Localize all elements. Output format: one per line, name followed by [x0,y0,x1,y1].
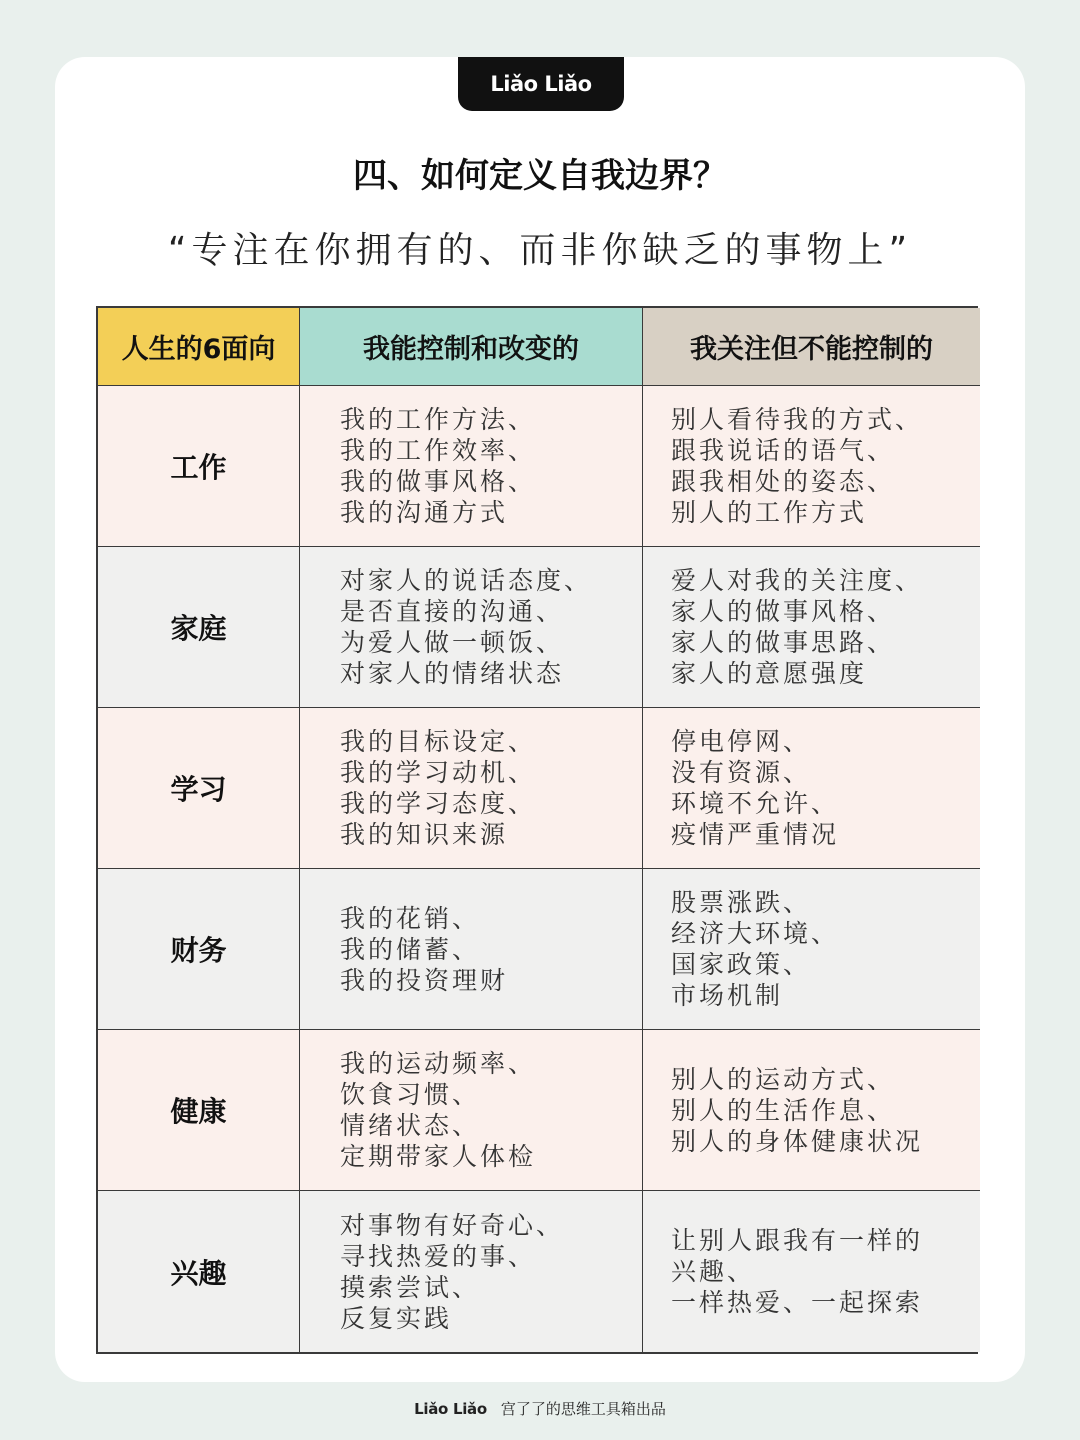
boundary-table [96,306,978,1354]
cell-lines [340,726,536,850]
cell-line: 跟我说话的语气、 [671,436,896,465]
aspect-cell: 财务 [98,869,300,1030]
cell-line: 寻找热爱的事、 [340,1241,537,1271]
cell-lines [671,1064,923,1157]
cell-line: 家人的做事风格、 [671,597,896,626]
cell-line: 我的知识来源 [340,820,509,849]
cell-line: 为爱人做一顿饭、 [340,628,565,657]
cell-line: 我的花销、 [340,903,481,933]
cannot-control-cell [643,708,980,869]
cell-line: 饮食习惯、 [340,1080,481,1109]
page-subtitle: “专注在你拥有的、而非你缺乏的事物上” [167,230,913,271]
cannot-control-cell [643,386,980,547]
can-control-cell [300,1030,643,1191]
cell-lines [671,565,923,689]
cell-line: 股票涨跌、 [671,888,812,917]
cell-line: 疫情严重情况 [671,820,840,849]
cell-lines [340,903,508,996]
cell-lines [671,726,839,850]
can-control-cell [300,1191,643,1352]
can-control-cell [300,547,643,708]
cell-line: 是否直接的沟通、 [340,597,565,626]
aspect-cell: 学习 [98,708,300,869]
cell-line: 对家人的情绪状态 [340,659,565,688]
aspect-cell: 兴趣 [98,1191,300,1352]
footer [0,1398,1080,1419]
header-aspects: 人生的6面向 [98,308,300,386]
cell-line: 我的学习态度、 [340,789,537,818]
cell-line: 经济大环境、 [671,919,840,948]
footer-text: 宫了了的思维工具箱出品 [500,1400,666,1418]
cannot-control-cell [643,547,980,708]
cell-line: 摸索尝试、 [340,1272,481,1302]
cell-line: 我的做事风格、 [340,467,537,496]
cell-line: 家人的做事思路、 [671,628,896,657]
cell-lines [340,404,536,528]
cell-line: 定期带家人体检 [340,1142,537,1171]
cell-line: 情绪状态、 [340,1111,481,1140]
cell-line: 我的运动频率、 [340,1049,537,1078]
cell-line: 我的沟通方式 [340,498,509,527]
can-control-cell [300,869,643,1030]
cell-line: 对家人的说话态度、 [340,566,593,595]
cannot-control-cell [643,1191,980,1352]
cannot-control-cell [643,869,980,1030]
cell-line: 市场机制 [671,981,784,1010]
cell-line: 我的工作效率、 [340,436,537,465]
cell-line: 兴趣、 [671,1257,756,1286]
cell-lines [340,1210,564,1334]
cell-lines [340,565,592,689]
cell-line: 别人的生活作息、 [671,1095,896,1125]
brand-logo: Liǎo Liǎo [458,57,624,111]
cell-line: 没有资源、 [671,758,812,787]
can-control-cell [300,386,643,547]
header-can-control: 我能控制和改变的 [300,308,643,386]
cell-line: 让别人跟我有一样的 [671,1226,924,1255]
cell-line: 爱人对我的关注度、 [671,566,924,595]
cell-line: 我的储蓄、 [340,934,481,964]
aspect-cell: 健康 [98,1030,300,1191]
cell-line: 对事物有好奇心、 [340,1210,565,1240]
cell-line: 我的学习动机、 [340,758,537,787]
cell-line: 别人看待我的方式、 [671,405,924,434]
cell-line: 反复实践 [340,1303,453,1333]
cell-line: 别人的运动方式、 [671,1064,896,1094]
cell-line: 跟我相处的姿态、 [671,467,896,496]
cell-line: 我的工作方法、 [340,405,537,434]
cannot-control-cell [643,1030,980,1191]
cell-line: 我的投资理财 [340,965,509,995]
cell-line: 国家政策、 [671,950,812,979]
cell-line: 环境不允许、 [671,789,840,818]
cell-line: 一样热爱、一起探索 [671,1288,924,1317]
aspect-cell: 工作 [98,386,300,547]
cell-lines [671,404,923,528]
cell-line: 我的目标设定、 [340,727,537,756]
header-cannot-control: 我关注但不能控制的 [643,308,980,386]
cell-line: 停电停网、 [671,727,812,756]
cell-line: 别人的工作方式 [671,498,868,527]
can-control-cell [300,708,643,869]
aspect-cell: 家庭 [98,547,300,708]
cell-lines [340,1048,536,1172]
cell-lines [671,1225,923,1318]
page-title: 四、如何定义自我边界？ [353,156,727,196]
footer-logo: Liǎo Liǎo [414,1399,487,1418]
cell-line: 家人的意愿强度 [671,659,868,688]
cell-lines [671,887,839,1011]
cell-line: 别人的身体健康状况 [671,1126,924,1156]
